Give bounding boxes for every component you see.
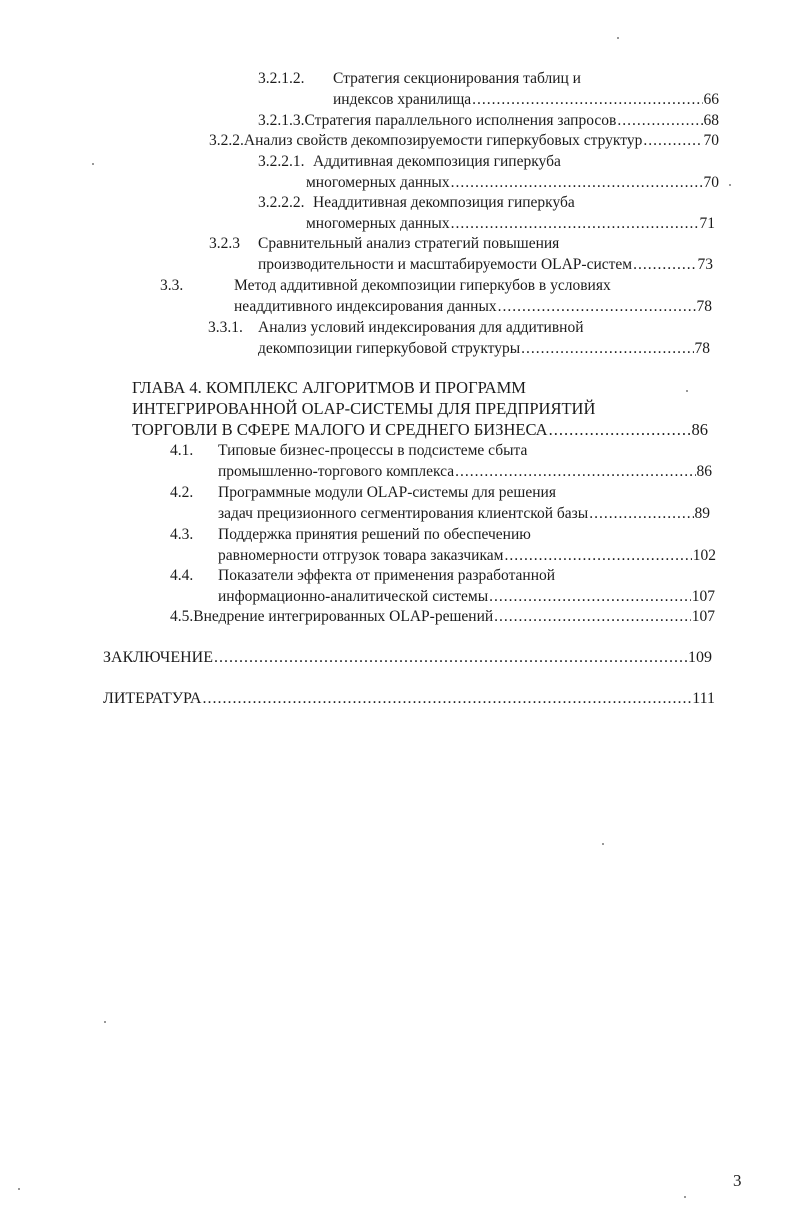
entry-number: 3.3. — [160, 277, 184, 294]
toc-entry-3-3-1-cont — [258, 339, 710, 359]
entry-title-cont: декомпозиции гиперкубовой структуры — [258, 340, 521, 357]
toc-entry-4-2 — [170, 483, 556, 503]
entry-title: Программные модули OLAP-системы для решения — [218, 484, 556, 501]
entry-title: ЗАКЛЮЧЕНИЕ — [103, 649, 213, 666]
entry-page: 78 — [696, 298, 712, 315]
toc-entry-3-2-3 — [209, 234, 559, 254]
dot-leader — [202, 689, 691, 709]
toc-literature — [103, 689, 715, 709]
toc-entry-4-5 — [170, 607, 715, 627]
entry-number: 3.3.1. — [208, 319, 243, 336]
toc-entry-3-2-2-2 — [258, 193, 575, 213]
toc-chapter-4-line3 — [132, 420, 708, 440]
entry-title-cont: промышленно-торгового комплекса — [218, 463, 455, 480]
entry-number: 4.2. — [170, 484, 194, 501]
toc-entry-3-2-2 — [209, 131, 719, 151]
dot-leader — [521, 339, 693, 359]
toc-entry-3-3-1 — [208, 318, 584, 338]
scan-speck — [18, 1188, 20, 1190]
entry-number: 4.4. — [170, 567, 194, 584]
toc-entry-3-2-1-2 — [258, 69, 581, 89]
entry-page: 107 — [691, 608, 715, 625]
dot-leader — [451, 173, 703, 193]
dot-leader — [617, 111, 702, 131]
entry-title-cont: информационно-аналитической системы — [218, 588, 489, 605]
dot-leader — [494, 607, 691, 627]
scan-speck — [684, 1196, 686, 1198]
toc-entry-3-2-2-1 — [258, 152, 561, 172]
toc-entry-4-4-cont — [218, 587, 715, 607]
scan-speck — [602, 843, 604, 845]
scan-speck — [729, 184, 731, 186]
entry-title-cont: производительности и масштабируемости OLAP-систем — [258, 256, 633, 273]
entry-page: 102 — [692, 547, 716, 564]
scan-speck — [92, 163, 94, 165]
entry-title: Показатели эффекта от применения разработанной — [218, 567, 556, 584]
dot-leader — [451, 214, 699, 234]
scan-speck — [104, 1021, 106, 1023]
entry-title: Анализ условий индексирования для аддитивной — [258, 319, 584, 336]
entry-title-cont: задач прецизионного сегментирования клиентской базы — [218, 505, 589, 522]
chapter-title-cont: ИНТЕГРИРОВАННОЙ OLAP-СИСТЕМЫ ДЛЯ ПРЕДПРИЯТИЙ — [132, 399, 596, 418]
entry-page: 89 — [694, 505, 710, 522]
toc-entry-4-3 — [170, 525, 531, 545]
entry-number: 3.2.1.2. — [258, 70, 305, 87]
scan-speck — [617, 37, 619, 39]
entry-title: Сравнительный анализ стратегий повышения — [258, 235, 560, 252]
entry-page: 70 — [703, 132, 719, 149]
toc-entry-3-2-1-3 — [258, 111, 719, 131]
entry-title: Анализ свойств декомпозируемости гиперкубовых структур — [243, 132, 643, 149]
dot-leader — [455, 462, 695, 482]
entry-title-cont: многомерных данных — [306, 215, 450, 232]
dot-leader — [214, 648, 687, 668]
entry-title: Стратегия параллельного исполнения запросов — [304, 112, 617, 129]
entry-page: 68 — [703, 112, 719, 129]
toc-entry-3-3-cont — [234, 297, 712, 317]
toc-entry-3-2-3-cont — [258, 255, 713, 275]
entry-title-cont: многомерных данных — [306, 174, 450, 191]
toc-conclusion — [103, 648, 712, 668]
toc-chapter-4-line1 — [132, 378, 526, 398]
toc-chapter-4-line2 — [132, 399, 595, 419]
entry-title-cont: неаддитивного индексирования данных — [234, 298, 497, 315]
dot-leader — [498, 297, 696, 317]
entry-page: 107 — [691, 588, 715, 605]
entry-number: 3.2.1.3. — [258, 112, 305, 129]
entry-page: 70 — [703, 174, 719, 191]
entry-page: 111 — [692, 690, 715, 707]
entry-number: 4.5. — [170, 608, 194, 625]
chapter-title-cont: ТОРГОВЛИ В СФЕРЕ МАЛОГО И СРЕДНЕГО БИЗНЕСА — [132, 420, 548, 439]
entry-number: 3.2.2.1. — [258, 153, 305, 170]
toc-entry-4-1 — [170, 441, 527, 461]
entry-page: 66 — [703, 91, 719, 108]
page-number: 3 — [733, 1171, 742, 1190]
scan-speck — [686, 390, 688, 392]
dot-leader — [589, 504, 693, 524]
entry-title: ЛИТЕРАТУРА — [103, 690, 202, 707]
toc-entry-4-4 — [170, 566, 555, 586]
entry-page: 71 — [699, 215, 715, 232]
entry-number: 3.2.3 — [209, 235, 240, 252]
entry-title: Типовые бизнес-процессы в подсистеме сбыта — [218, 442, 528, 459]
toc-entry-4-1-cont — [218, 462, 712, 482]
toc-entry-3-3 — [160, 276, 611, 296]
entry-page: 73 — [697, 256, 713, 273]
dot-leader — [549, 420, 691, 440]
entry-page: 86 — [691, 420, 708, 439]
entry-page: 109 — [688, 649, 712, 666]
dot-leader — [472, 90, 702, 110]
entry-title: Аддитивная декомпозиция гиперкуба — [313, 153, 561, 170]
entry-page: 86 — [696, 463, 712, 480]
entry-title: Стратегия секционирования таблиц и — [333, 70, 581, 87]
dot-leader — [489, 587, 691, 607]
toc-entry-4-3-cont — [218, 546, 716, 566]
entry-title-cont: индексов хранилища — [333, 91, 472, 108]
dot-leader — [504, 546, 691, 566]
entry-number: 3.2.2. — [209, 132, 244, 149]
entry-number: 4.1. — [170, 442, 194, 459]
toc-entry-3-2-2-2-cont — [306, 214, 715, 234]
toc-entry-3-2-2-1-cont — [306, 173, 719, 193]
entry-page: 78 — [694, 340, 710, 357]
chapter-title: ГЛАВА 4. КОМПЛЕКС АЛГОРИТМОВ И ПРОГРАММ — [132, 378, 526, 397]
toc-entry-4-2-cont — [218, 504, 710, 524]
entry-number: 4.3. — [170, 526, 194, 543]
entry-title-cont: равномерности отгрузок товара заказчикам — [218, 547, 504, 564]
entry-title: Метод аддитивной декомпозиции гиперкубов в условиях — [234, 277, 611, 294]
dot-leader — [643, 131, 702, 151]
entry-title: Поддержка принятия решений по обеспечению — [218, 526, 531, 543]
entry-title: Внедрение интегрированных OLAP-решений — [193, 608, 494, 625]
toc-entry-3-2-1-2-cont — [333, 90, 719, 110]
entry-title: Неаддитивная декомпозиция гиперкуба — [313, 194, 575, 211]
dot-leader — [633, 255, 696, 275]
entry-number: 3.2.2.2. — [258, 194, 305, 211]
